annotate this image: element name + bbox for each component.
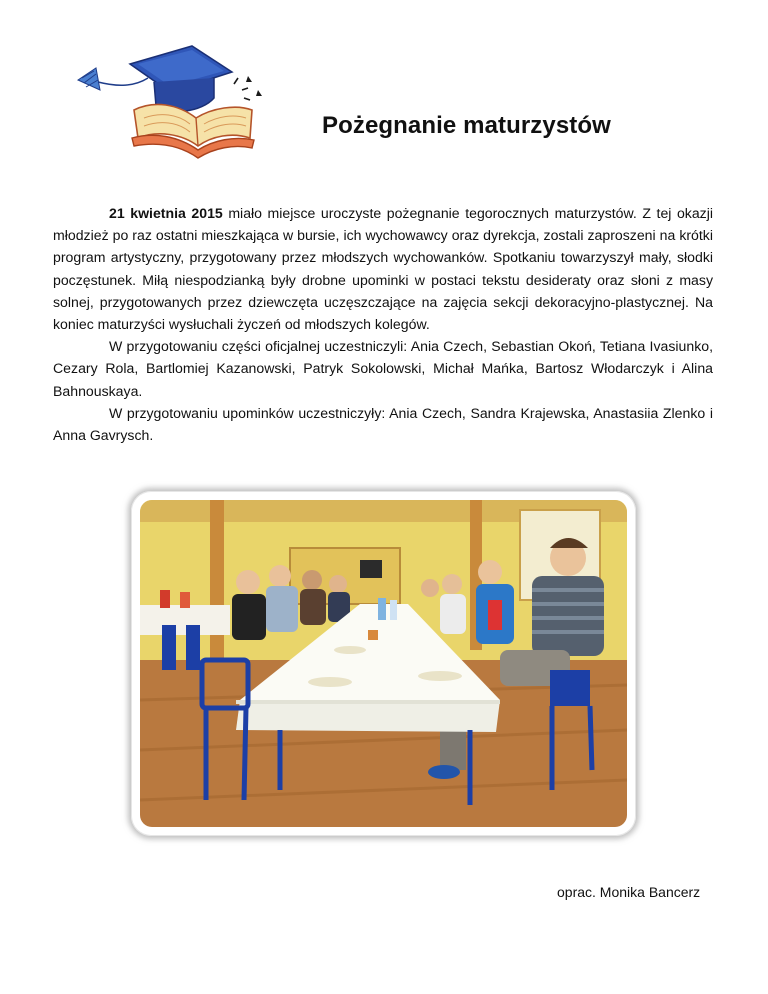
paragraph-1 — [53, 202, 713, 335]
page-title: Pożegnanie maturzystów — [322, 112, 611, 139]
event-date: 21 kwietnia 2015 — [109, 205, 223, 221]
students-at-table-photo — [140, 500, 627, 827]
paragraph-1-text: miało miejsce uroczyste pożegnanie tegorocznych maturzystów. Z tej okazji młodzież po raz ostatni mieszkająca w bursie, ich wychowawcy oraz dyrekcja, zostali zaproszeni na krótki program artystyczny, przygotowany przez młodszych wychowanków. Spotkaniu towarzyszył mały, słodki poczęstunek. Miłą niespodzianką były drobne upominki w postaci tekstu desideraty oraz słoni z masy solnej, przygotowanych przez dziewczęta uczęszczające na zajęcia sekcji dekoracyjno-plastycznej. Na koniec maturzyści wysłuchali życzeń od młodszych kolegów. — [53, 205, 713, 333]
paragraph-3: W przygotowaniu upominków uczestniczyły: Ania Czech, Sandra Krajewska, Anastasiia Zlenko i Anna Gavrysch. — [53, 404, 713, 444]
article-body — [53, 202, 713, 446]
author-caption: oprac. Monika Bancerz — [557, 884, 701, 900]
paragraph-2: W przygotowaniu części oficjalnej uczestniczyli: Ania Czech, Sebastian Okoń, Tetiana Ivasiunko, Cezary Rola, Bartlomiej Kazanowski, Patryk Sokolowski, Michał Mańka, Bartosz Włodarczyk i Alina Bahnouskaya. — [53, 338, 713, 399]
graduation-cap-icon — [74, 38, 270, 168]
